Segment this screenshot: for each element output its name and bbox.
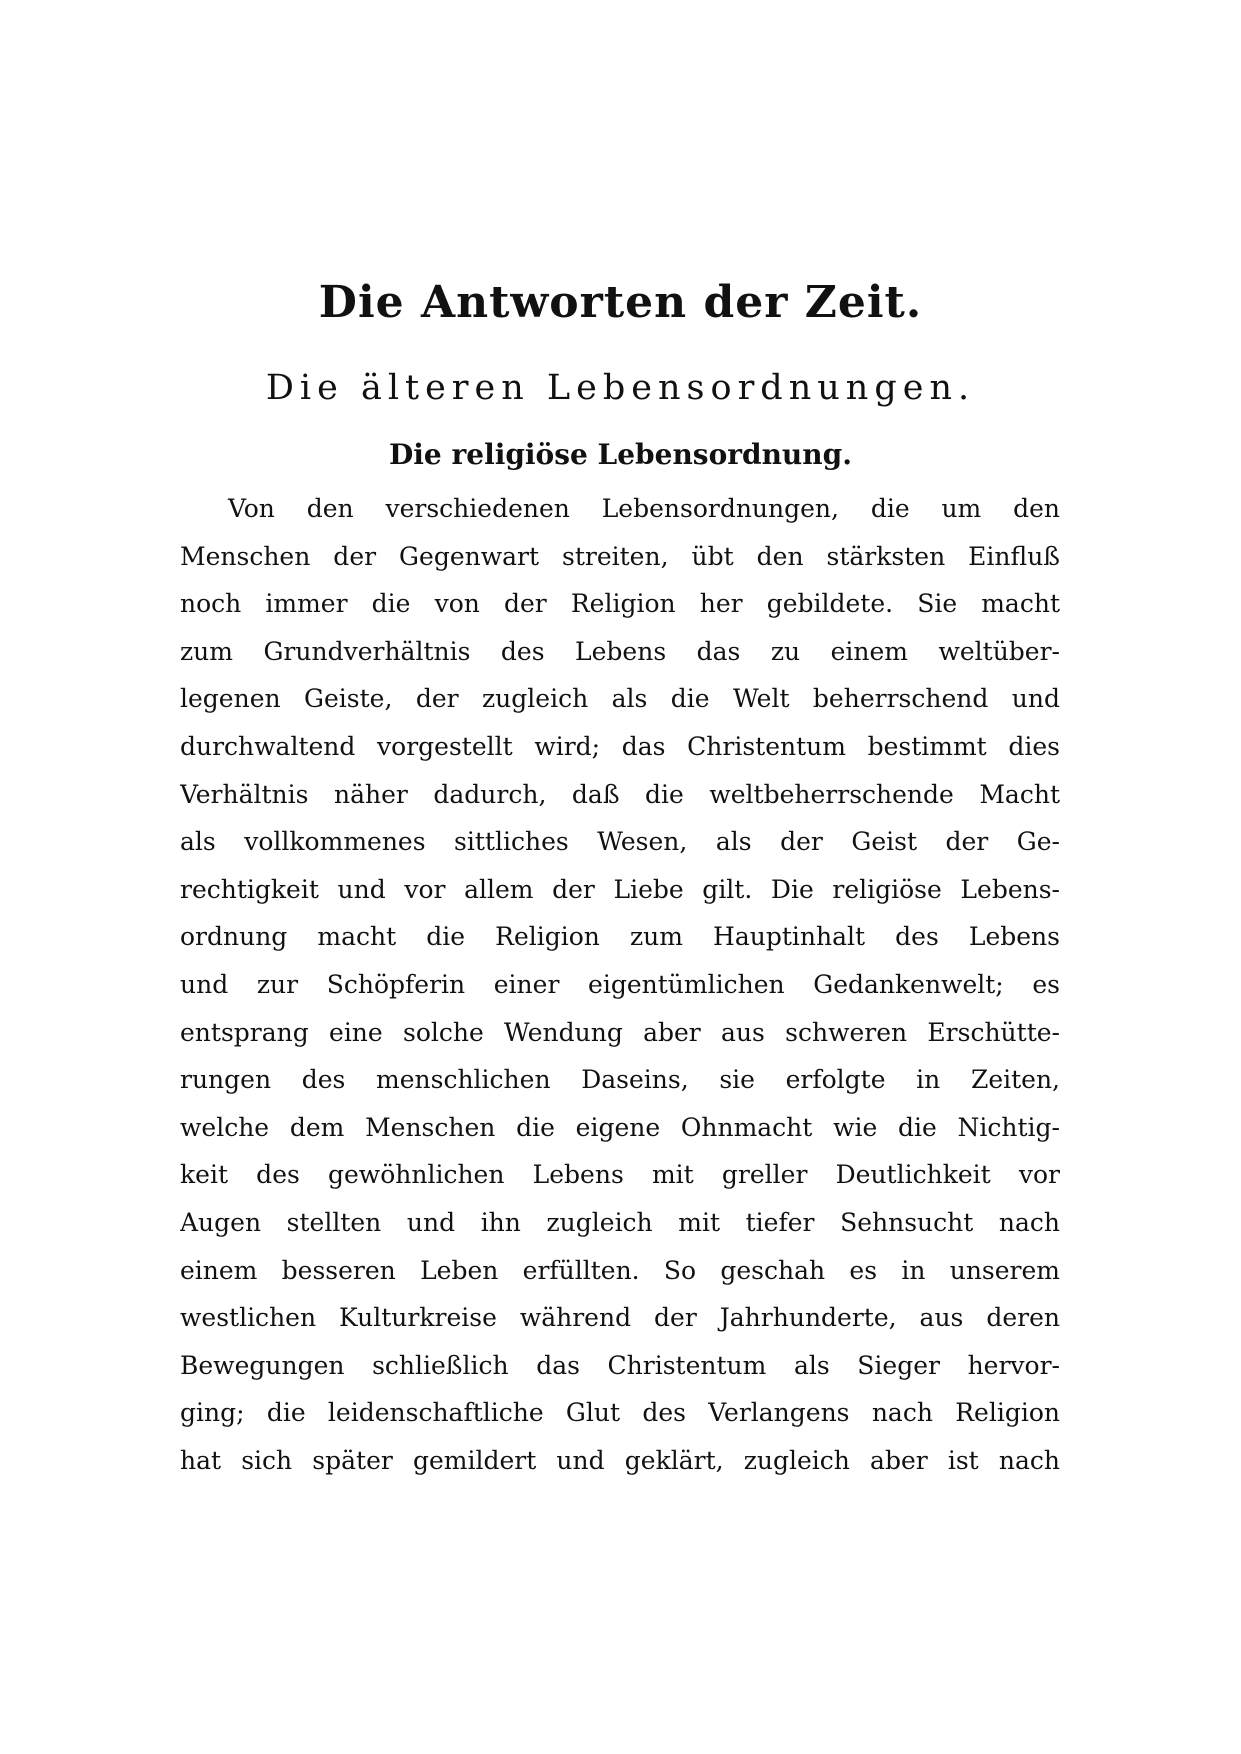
text-line: Bewegungen schließlich das Christentum als Sieger hervor- — [180, 1350, 1060, 1380]
text-line: rungen des menschlichen Daseins, sie erfolgte in Zeiten, — [180, 1065, 1060, 1095]
page-title: Die Antworten der Zeit. — [318, 277, 923, 328]
text-line: noch immer die von der Religion her gebildete. Sie macht — [180, 589, 1060, 619]
text-line: westlichen Kulturkreise während der Jahrhunderte, aus deren — [180, 1303, 1060, 1333]
text-line: Verhältnis näher dadurch, daß die weltbeherrschende Macht — [180, 779, 1060, 809]
text-line: keit des gewöhnlichen Lebens mit greller Deutlichkeit vor — [180, 1160, 1060, 1190]
text-line: und zur Schöpferin einer eigentümlichen Gedankenwelt; es — [180, 969, 1060, 999]
text-line: zum Grundverhältnis des Lebens das zu einem weltüber- — [180, 636, 1060, 666]
text-line: als vollkommenes sittliches Wesen, als der Geist der Ge- — [180, 827, 1060, 857]
text-line: ordnung macht die Religion zum Hauptinhalt des Lebens — [180, 922, 1060, 952]
chapter-subtitle: Die älteren Lebensordnungen. — [265, 368, 976, 408]
text-line: durchwaltend vorgestellt wird; das Christentum bestimmt dies — [180, 731, 1060, 761]
text-line: Augen stellten und ihn zugleich mit tiefer Sehnsucht nach — [180, 1207, 1060, 1237]
text-line: Von den verschiedenen Lebensordnungen, die um den — [228, 494, 1060, 523]
text-line: ging; die leidenschaftliche Glut des Verlangens nach Religion — [180, 1398, 1060, 1428]
text-line: einem besseren Leben erfüllten. So geschah es in unserem — [180, 1255, 1060, 1285]
text-line: hat sich später gemildert und geklärt, zugleich aber ist nach — [180, 1445, 1060, 1475]
section-title: Die religiöse Lebensordnung. — [389, 438, 852, 471]
text-line: rechtigkeit und vor allem der Liebe gilt. Die religiöse Lebens- — [180, 874, 1060, 904]
text-line: entsprang eine solche Wendung aber aus schweren Erschütte- — [180, 1017, 1060, 1047]
text-line: legenen Geiste, der zugleich als die Welt beherrschend und — [180, 684, 1060, 714]
text-line: welche dem Menschen die eigene Ohnmacht wie die Nichtig- — [180, 1112, 1060, 1142]
body-text — [180, 485, 1060, 1484]
text-line: Menschen der Gegenwart streiten, übt den stärksten Einfluß — [180, 541, 1060, 571]
